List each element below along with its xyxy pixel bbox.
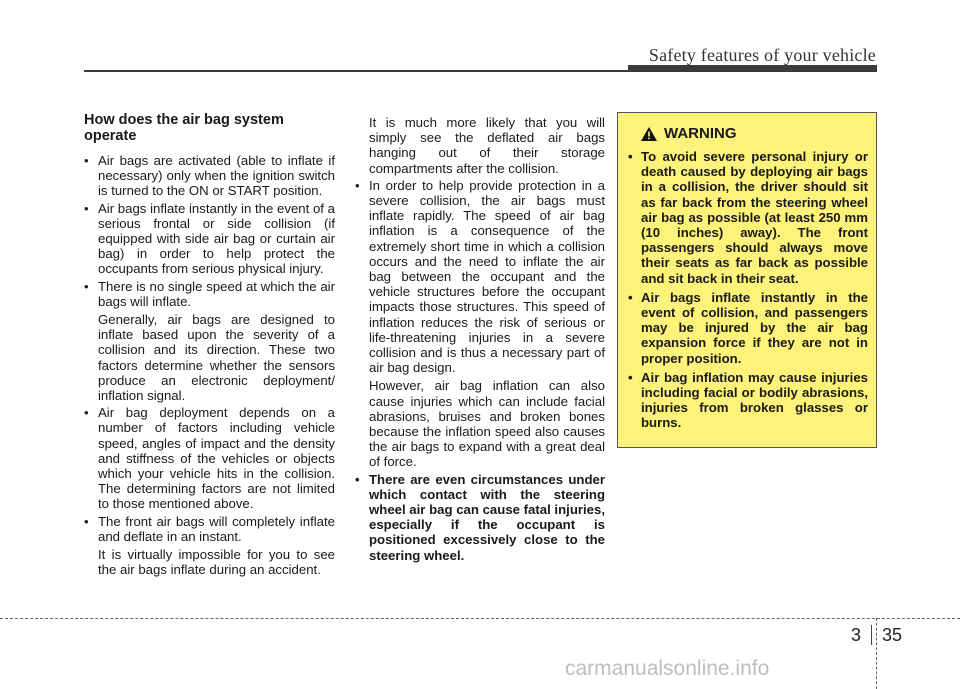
middle-column [355, 112, 605, 565]
paragraph: Generally, air bags are designed to inflate based upon the severity of a collision and its direction. These two factors determine whether the sensors produce an electronic deployment/ inflation signal. [98, 312, 335, 404]
paragraph: It is much more likely that you will simply see the deflated air bags hanging out of their storage compartments after the collision. [369, 115, 605, 176]
warning-title [640, 125, 737, 142]
warning-text: Air bags inflate instantly in the event of collision, and passengers may be injured by the air bag expansion force if they are not in proper position. [641, 289, 868, 366]
watermark: carmanualsonline.info [565, 657, 770, 680]
footer-rule [0, 618, 960, 619]
warning-triangle-icon [640, 126, 658, 142]
bullet-item [84, 153, 335, 199]
warning-item [628, 290, 868, 366]
header-title: Safety features of your vehicle [648, 45, 876, 65]
header-bar [628, 65, 877, 72]
bullet-item [84, 405, 335, 511]
bullet-item [355, 472, 605, 563]
paragraph: However, air bag inflation can also cause injuries which can include facial abrasions, bruises and broken bones because the inflation speed also causes the air bags to expand with a great deal of force. [369, 378, 605, 470]
bullet-dot: • [84, 153, 89, 168]
bullet-text: Air bags inflate instantly in the event of a serious frontal or side collision (if equipped with side air bag or curtain air bag) in order to help protect the occupants from serious physical injury. [98, 200, 335, 277]
bullet-item [355, 178, 605, 376]
bullet-text: Air bags are activated (able to inflate if necessary) only when the ignition switch is turned to the ON or START position. [98, 153, 335, 199]
bullet-dot: • [84, 278, 89, 294]
page-chapter: 3 [851, 625, 862, 645]
bullet-text: There is no single speed at which the air bags will inflate. [98, 278, 335, 309]
warning-text: To avoid severe personal injury or death caused by deploying air bags in a collision, the driver should sit as far back from the steering wheel air bag as possible (at least 250 mm (10 inches) away). The front passengers should always move their seats as far back as possible and sit back in their seat. [641, 149, 868, 286]
bullet-dot: • [84, 200, 89, 216]
bullet-text: The front air bags will completely inflate and deflate in an instant. [98, 513, 335, 544]
page-num: 35 [882, 625, 903, 645]
bullet-dot: • [84, 513, 89, 529]
warning-item [628, 149, 868, 286]
bullet-text: Air bag deployment depends on a number of factors including vehicle speed, angles of impact and the density and stiffness of the vehicles or objects which your vehicle hits in the collision. The determining factors are not limited to those mentioned above. [98, 405, 335, 512]
page-number [851, 625, 902, 646]
bullet-dot: • [628, 369, 633, 385]
left-column [84, 112, 335, 579]
paragraph: It is virtually impossible for you to see the air bags inflate during an accident. [98, 547, 335, 578]
page-separator [871, 625, 872, 645]
warning-text: Air bag inflation may cause injuries including facial or bodily abrasions, injuries from broken glasses or burns. [641, 369, 868, 431]
bullet-dot: • [628, 289, 633, 305]
bullet-text: In order to help provide protection in a severe collision, the air bags must inflate rapidly. The speed of air bag inflation is a consequence of the extremely short time in which a collision occurs and the need to inflate the air bag between the occupant and the vehicle structures before the occupant impacts those structures. This speed of inflation reduces the risk of serious or life-threatening injuries in a severe collision and is thus a necessary part of air bag design. [369, 177, 605, 376]
bullet-item [84, 201, 335, 277]
bullet-item [84, 514, 335, 544]
bullet-text: There are even circumstances under which contact with the steering wheel air bag can cause fatal injuries, especially if the occupant is positioned excessively close to the steering wheel. [369, 471, 606, 563]
bullet-dot: • [84, 405, 89, 421]
bullet-dot: • [628, 149, 633, 164]
warning-list [628, 149, 868, 435]
warning-title-text: WARNING [664, 125, 737, 142]
section-heading: How does the air bag system operate [84, 112, 284, 144]
bullet-dot: • [355, 177, 360, 193]
warning-box [617, 112, 877, 448]
bullet-dot: • [355, 471, 360, 487]
bullet-item [84, 279, 335, 309]
warning-item [628, 370, 868, 431]
